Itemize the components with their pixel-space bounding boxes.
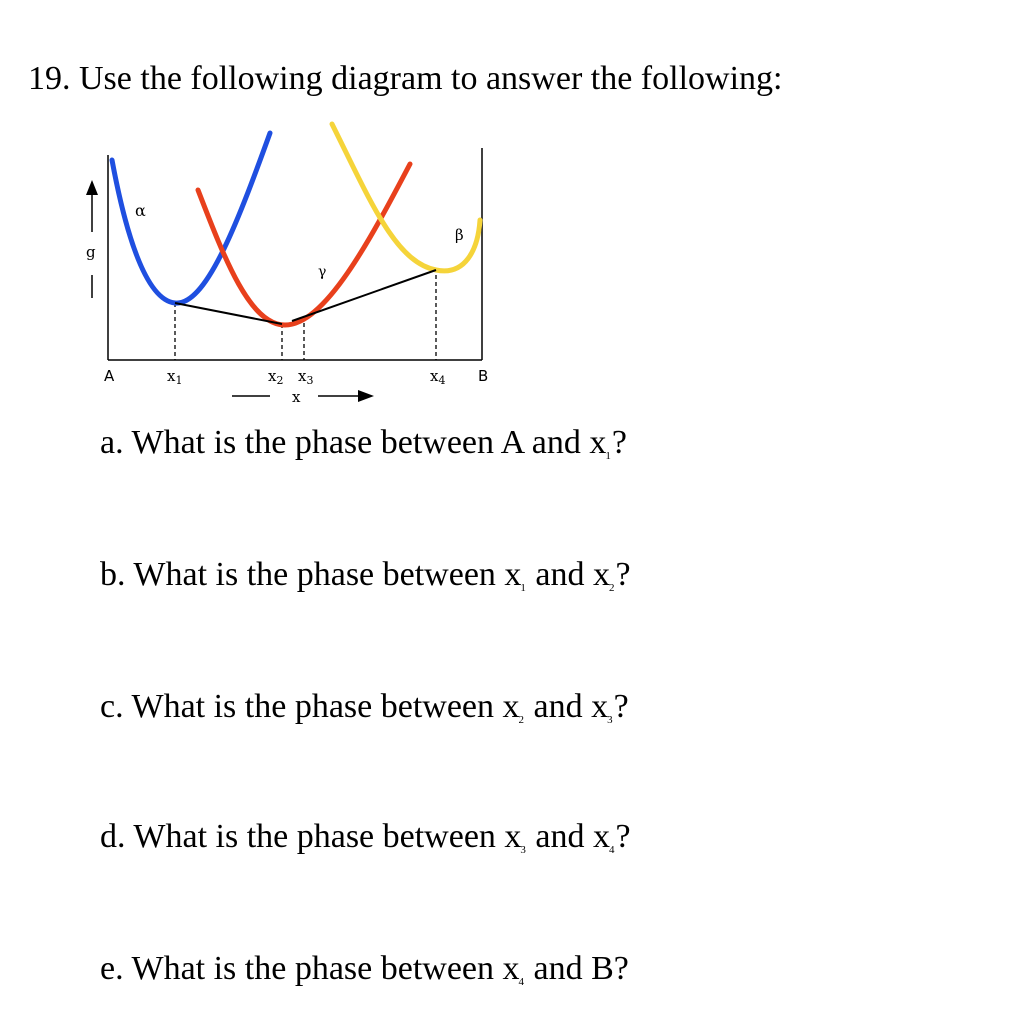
y-axis-label: g [86, 243, 96, 261]
x-axis-arrow-head [358, 390, 374, 402]
point-x3-label: $x_3$ [298, 367, 314, 387]
subquestion-d: d. What is the phase between $x_3$ and $x_4$? [100, 818, 631, 856]
phase-beta-label: β [455, 226, 464, 244]
point-x1-label: $x_1$ [167, 367, 183, 387]
phase-alpha-label: α [135, 201, 146, 220]
tangent-gamma-beta [292, 270, 436, 321]
point-x2-label: $x_2$ [268, 367, 284, 387]
subquestion-a: a. What is the phase between A and $x_1$? [100, 424, 627, 462]
subquestion-c: c. What is the phase between $x_2$ and $x_3$? [100, 688, 629, 726]
subquestion-e: e. What is the phase between $x_4$ and B? [100, 950, 629, 988]
phase-gamma-label: γ [318, 264, 327, 280]
tangent-alpha-gamma [175, 303, 282, 324]
end-label-a: A [104, 367, 115, 385]
gamma-curve [198, 164, 410, 325]
point-x4-label: $x_4$ [430, 367, 446, 387]
end-label-b: B [478, 367, 489, 385]
y-axis-arrow-head [86, 180, 98, 195]
x-axis-label: x [292, 388, 301, 406]
question-title: 19. Use the following diagram to answer the following: [28, 60, 783, 97]
beta-curve [332, 124, 480, 271]
subquestion-b: b. What is the phase between $x_1$ and $x_2$? [100, 556, 631, 594]
free-energy-diagram [0, 0, 560, 420]
